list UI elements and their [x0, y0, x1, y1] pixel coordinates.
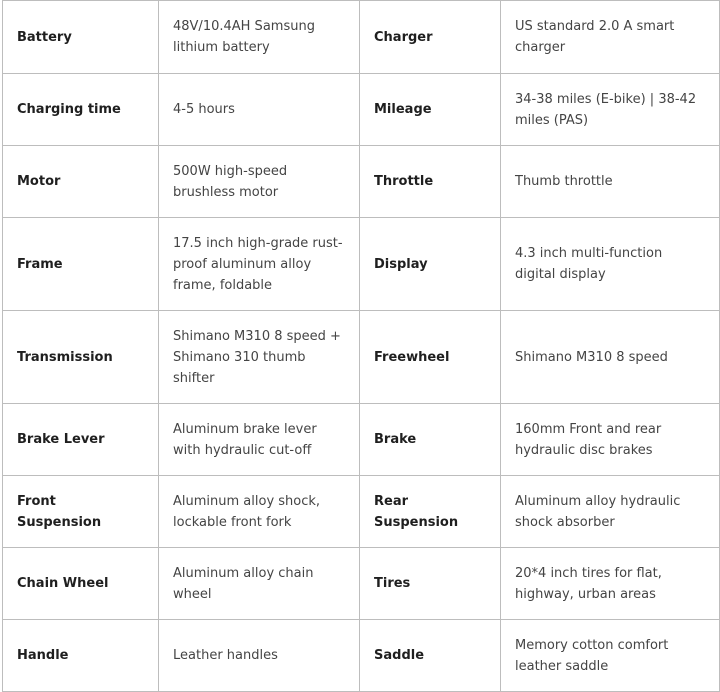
- spec-value: 500W high-speed brushless motor: [159, 146, 360, 218]
- spec-label: Handle: [3, 620, 159, 692]
- spec-label: Transmission: [3, 311, 159, 404]
- spec-label: Rear Suspension: [360, 476, 501, 548]
- table-row: [3, 146, 720, 218]
- table-row: [3, 404, 720, 476]
- spec-value: Aluminum alloy hydraulic shock absorber: [501, 476, 720, 548]
- spec-value: 17.5 inch high-grade rust-proof aluminum alloy frame, foldable: [159, 218, 360, 311]
- spec-value: Memory cotton comfort leather saddle: [501, 620, 720, 692]
- spec-value: 4-5 hours: [159, 74, 360, 146]
- spec-label: Saddle: [360, 620, 501, 692]
- spec-value: Leather handles: [159, 620, 360, 692]
- table-row: [3, 476, 720, 548]
- spec-value: US standard 2.0 A smart charger: [501, 1, 720, 74]
- spec-value: Shimano M310 8 speed: [501, 311, 720, 404]
- spec-value: 4.3 inch multi-function digital display: [501, 218, 720, 311]
- spec-label: Tires: [360, 548, 501, 620]
- spec-label: Throttle: [360, 146, 501, 218]
- spec-label: Chain Wheel: [3, 548, 159, 620]
- spec-label: Freewheel: [360, 311, 501, 404]
- spec-label: Display: [360, 218, 501, 311]
- spec-label: Motor: [3, 146, 159, 218]
- spec-label: Battery: [3, 1, 159, 74]
- spec-value: Shimano M310 8 speed + Shimano 310 thumb shifter: [159, 311, 360, 404]
- spec-label: Brake: [360, 404, 501, 476]
- spec-label: Mileage: [360, 74, 501, 146]
- table-row: [3, 620, 720, 692]
- spec-label: Front Suspension: [3, 476, 159, 548]
- spec-value: Aluminum brake lever with hydraulic cut-off: [159, 404, 360, 476]
- table-row: [3, 311, 720, 404]
- spec-value: 20*4 inch tires for flat, highway, urban areas: [501, 548, 720, 620]
- spec-value: Thumb throttle: [501, 146, 720, 218]
- spec-label: Frame: [3, 218, 159, 311]
- table-row: [3, 1, 720, 74]
- table-row: [3, 548, 720, 620]
- spec-value: Aluminum alloy shock, lockable front fork: [159, 476, 360, 548]
- table-row: [3, 74, 720, 146]
- spec-value: 48V/10.4AH Samsung lithium battery: [159, 1, 360, 74]
- spec-label: Charging time: [3, 74, 159, 146]
- spec-value: 34-38 miles (E-bike) | 38-42 miles (PAS): [501, 74, 720, 146]
- spec-label: Charger: [360, 1, 501, 74]
- spec-value: Aluminum alloy chain wheel: [159, 548, 360, 620]
- table-row: [3, 218, 720, 311]
- spec-value: 160mm Front and rear hydraulic disc brakes: [501, 404, 720, 476]
- spec-table: [2, 0, 720, 692]
- spec-label: Brake Lever: [3, 404, 159, 476]
